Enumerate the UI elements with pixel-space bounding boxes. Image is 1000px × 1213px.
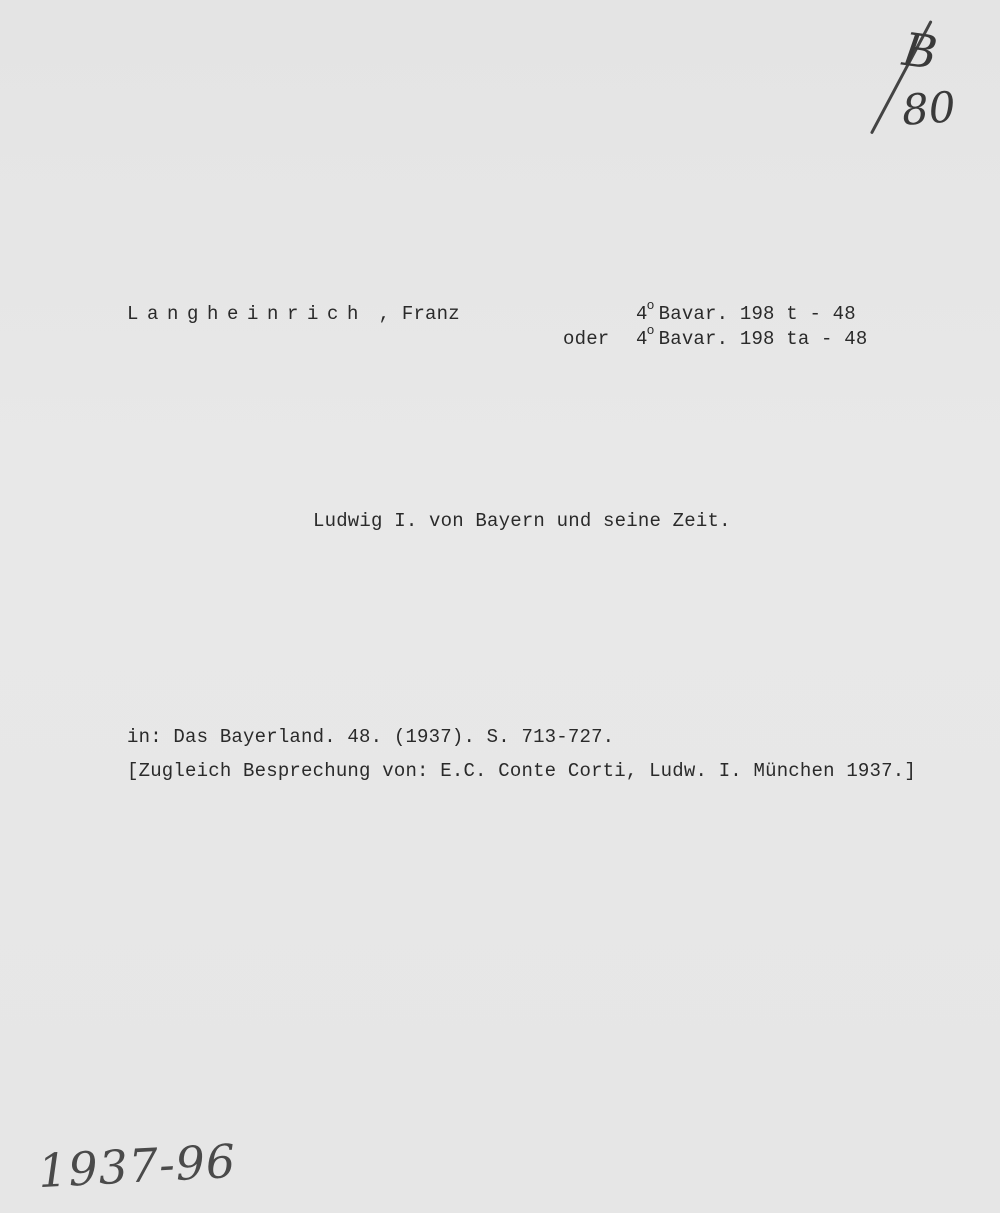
shelfmark-2-format: 4 (636, 328, 648, 350)
author-surname: Langheinrich (127, 303, 368, 325)
author-line (127, 305, 460, 324)
handwritten-corner-number: 80 (900, 82, 958, 135)
source-citation: in: Das Bayerland. 48. (1937). S. 713-727. (127, 726, 615, 748)
shelfmark-2 (636, 323, 868, 350)
shelfmark-2-text: Bavar. 198 ta - 48 (658, 328, 868, 350)
shelfmark-2-degree: o (646, 323, 655, 338)
handwritten-bottom-code: 1937-96 (36, 1133, 238, 1199)
shelfmark-1-format: 4 (636, 303, 648, 325)
shelfmark-or: oder (563, 328, 610, 350)
shelfmark-1-text: Bavar. 198 t - 48 (658, 303, 856, 325)
author-given-name: , Franz (378, 303, 460, 325)
work-title: Ludwig I. von Bayern und seine Zeit. (313, 510, 731, 532)
shelfmark-1-degree: o (646, 298, 655, 313)
shelfmark-1 (636, 298, 856, 325)
handwritten-corner-letter: B (899, 21, 941, 81)
review-note: [Zugleich Besprechung von: E.C. Conte Corti, Ludw. I. München 1937.] (127, 760, 916, 782)
